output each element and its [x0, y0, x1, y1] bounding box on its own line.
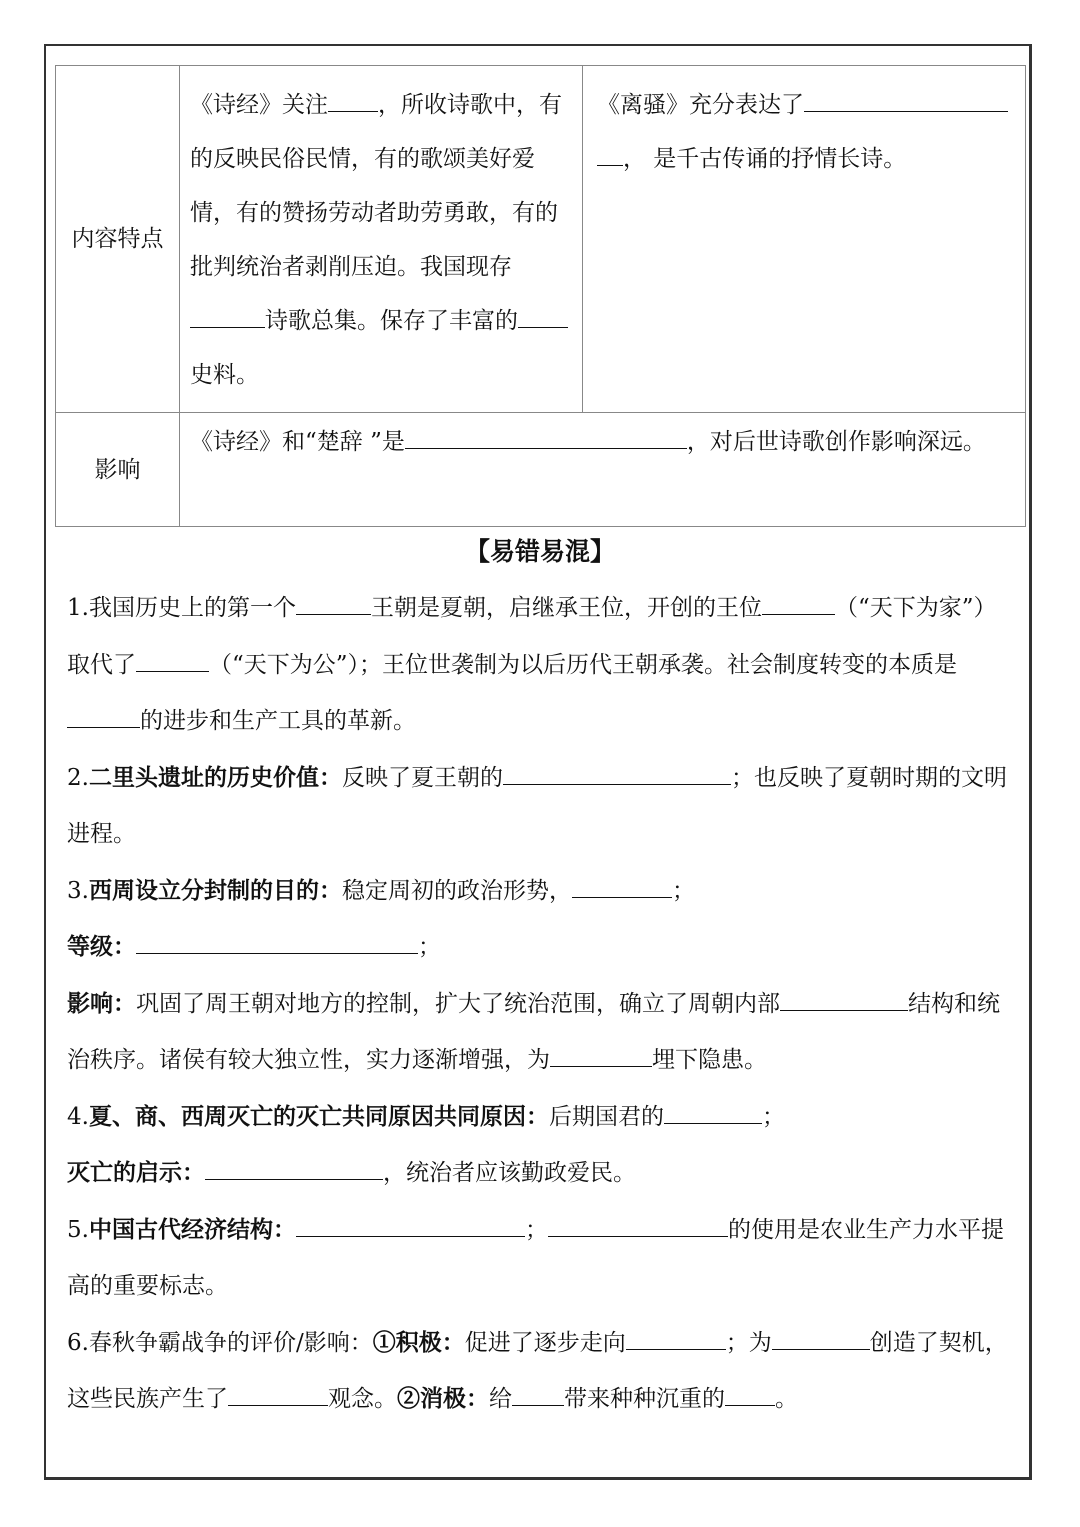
text: ②消极：	[397, 1385, 489, 1412]
blank	[190, 307, 265, 328]
text: ；也反映了夏朝时期的文明进程。	[67, 764, 1007, 847]
text: 结构和统治秩序。诸侯有较大独立性，实力逐渐增强，为	[67, 990, 1000, 1073]
table-row	[56, 66, 1026, 413]
text: ；	[524, 1216, 548, 1243]
blank	[405, 428, 687, 449]
text: （“天下为家”）取代了	[67, 595, 997, 678]
text: 4.	[67, 1103, 89, 1130]
blank	[518, 307, 568, 328]
blank	[136, 651, 209, 672]
text: 反映了夏王朝的	[341, 764, 503, 791]
row-label-influence: 影响	[56, 413, 180, 527]
text: 《诗经》和“楚辞 ”是	[190, 429, 405, 455]
text: 巩固了周王朝对地方的控制，扩大了统治范围，确立了周朝内部	[136, 990, 780, 1017]
text: 给	[489, 1386, 512, 1412]
text: 夏、商、西周灭亡的灭亡共同原因共同原因：	[88, 1102, 549, 1130]
text: 创造了契机，这些民族产生了	[67, 1329, 1008, 1412]
text: 埋下隐患。	[652, 1047, 767, 1073]
blank	[328, 91, 378, 112]
text: 中国古代经济结构：	[88, 1215, 296, 1243]
text: 影响：	[67, 989, 136, 1017]
table-row	[56, 413, 1026, 527]
text: 促进了逐步走向	[464, 1329, 626, 1356]
shijing-cell	[180, 66, 583, 413]
text: ；	[418, 934, 441, 960]
summary-table	[55, 65, 1026, 527]
text: 西周设立分封制的目的：	[88, 876, 342, 904]
text: 王朝是夏朝，启继承王位，开创的王位	[370, 595, 762, 621]
blank	[597, 145, 623, 166]
text: 6.春秋争霸战争的评价/影响：	[67, 1329, 373, 1356]
text: 3.	[67, 877, 89, 904]
text: 《离骚》充分表达了	[597, 92, 804, 118]
blank	[772, 1329, 870, 1350]
text: 5.	[67, 1216, 89, 1243]
text: 观念。	[328, 1386, 397, 1412]
text: 二里头遗址的历史价值：	[88, 763, 342, 791]
text: 带来种种沉重的	[564, 1386, 725, 1412]
list-item	[67, 1315, 1013, 1428]
blank	[228, 1385, 328, 1406]
blank	[780, 990, 908, 1011]
text: 的使用是农业生产力水平提高的重要标志。	[67, 1216, 1004, 1299]
blank	[572, 877, 672, 898]
text: 《诗经》关注	[190, 92, 328, 118]
text: 等级：	[67, 933, 136, 960]
blank	[725, 1385, 775, 1406]
blank	[664, 1103, 762, 1124]
list-item	[67, 1145, 1013, 1202]
list-item	[67, 580, 1013, 750]
text: 。	[775, 1386, 798, 1412]
text: ， 是千古传诵的抒情长诗。	[623, 146, 907, 172]
blank	[67, 707, 140, 728]
blank	[762, 594, 835, 615]
blank	[205, 1159, 383, 1180]
text: 史料。	[190, 362, 259, 388]
influence-cell	[180, 413, 1026, 527]
text: 2.	[67, 764, 89, 791]
text: 1.我国历史上的第一个	[67, 595, 296, 621]
text: ；	[671, 877, 695, 904]
text: 稳定周初的政治形势，	[341, 877, 572, 904]
list-item	[67, 863, 1013, 920]
text: 灭亡的启示：	[67, 1159, 205, 1186]
text: 诗歌总集。保存了丰富的	[265, 308, 518, 334]
blank	[626, 1329, 726, 1350]
list-item	[67, 750, 1013, 863]
text: ，统治者应该勤政爱民。	[383, 1160, 636, 1186]
list-item	[67, 976, 1013, 1089]
blank	[550, 1046, 652, 1067]
text: ①积极：	[372, 1328, 465, 1356]
blank	[296, 594, 371, 615]
text: 后期国君的	[548, 1103, 664, 1130]
text: ，所收诗歌中，有的反映民俗民情，有的歌颂美好爱情，有的赞扬劳动者助劳勇敢，有的批判统治者剥削压迫。我国现存	[190, 92, 562, 280]
blank	[136, 933, 418, 954]
text: （“天下为公”）；王位世袭制为以后历代王朝承袭。社会制度转变的本质是	[209, 651, 958, 678]
text: ，对后世诗歌创作影响深远。	[686, 429, 986, 455]
text: 的进步和生产工具的革新。	[140, 708, 416, 734]
blank	[548, 1216, 728, 1237]
text: ；为	[725, 1329, 772, 1356]
blank	[512, 1385, 564, 1406]
lisao-cell	[583, 66, 1026, 413]
text: ；	[761, 1103, 785, 1130]
section-heading: 【易错易混】	[464, 537, 615, 566]
blank	[804, 91, 1008, 112]
list-item	[67, 1089, 1013, 1146]
list-item	[67, 1202, 1013, 1315]
blank	[296, 1216, 525, 1237]
list-item	[67, 919, 1013, 976]
row-label-content: 内容特点	[56, 66, 180, 413]
blank	[503, 764, 731, 785]
item-list	[67, 580, 1013, 1428]
